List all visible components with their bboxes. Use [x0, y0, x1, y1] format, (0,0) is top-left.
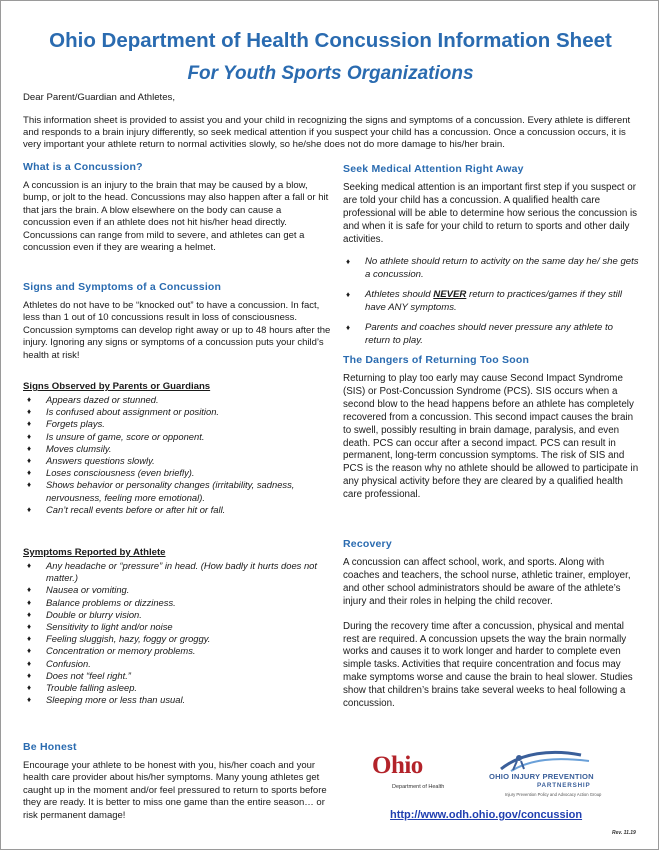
list-item: ♦ Is confused about assignment or position.: [27, 406, 220, 418]
oipp-line1: OHIO INJURY PREVENTION: [489, 772, 594, 781]
odh-concussion-link[interactable]: http://www.odh.ohio.gov/concussion: [390, 809, 583, 821]
diamond-bullet-icon: ♦: [27, 597, 32, 607]
section-signs: [23, 281, 331, 362]
reported-list: [23, 560, 331, 706]
seek-heading: Seek Medical Attention Right Away: [343, 163, 524, 175]
diamond-bullet-icon: ♦: [27, 658, 32, 668]
list-item: ♦ Concentration or memory problems.: [27, 645, 196, 657]
diamond-bullet-icon: ♦: [27, 585, 32, 595]
ohio-logo-dept: Department of Health: [392, 784, 445, 790]
oipp-line2: PARTNERSHIP: [537, 782, 591, 789]
section-recovery: [343, 538, 639, 711]
seek-bullets: [343, 255, 639, 347]
list-item: ♦ Forgets plays.: [27, 418, 105, 430]
observed-heading: Signs Observed by Parents or Guardians: [23, 381, 211, 392]
signs-text: Athletes do not have to be “knocked out” to have a concussion. In fact, less than 1 out of 10 concussions result in loss of consciousness. Concussion symptoms can develop right away or up to 48 hours after the injury. Ignoring any signs or symptoms of a concussion puts your child’s health at risk!: [23, 300, 331, 361]
list-item: ♦ Any headache or “pressure” in head. (How badly it hurts does not matter.): [27, 560, 317, 584]
section-reported: [23, 547, 331, 706]
list-item: ♦ Appears dazed or stunned.: [27, 394, 159, 405]
diamond-bullet-icon: ♦: [27, 561, 32, 570]
diamond-bullet-icon: ♦: [27, 646, 32, 656]
revision-label: Rev. 11.19: [612, 830, 636, 836]
honest-text: Encourage your athlete to be honest with you, his/her coach and your health care provider about his/her symptoms. Many young athletes get caught up in the moment and/or feel pressured to return to sports before they are ready. It is better to miss one game than the entire season… or risk permanent damage!: [23, 760, 327, 821]
recovery-heading: Recovery: [343, 538, 392, 550]
page-title: Ohio Department of Health Concussion Information Sheet: [49, 29, 612, 52]
list-item: ♦ Sensitivity to light and/or noise: [27, 621, 173, 633]
list-item: ♦ Can’t recall events before or after hit or fall.: [27, 503, 226, 515]
diamond-bullet-icon: ♦: [346, 256, 351, 266]
diamond-bullet-icon: ♦: [27, 468, 32, 478]
section-honest: [23, 741, 331, 822]
diamond-bullet-icon: ♦: [27, 407, 32, 417]
never-emphasis: NEVER: [433, 288, 467, 300]
oipp-swoosh-icon: [471, 749, 631, 773]
diamond-bullet-icon: ♦: [27, 395, 32, 404]
list-item: ♦ Shows behavior or personality changes (irritability, sadness, nervousness, feeling more emotional).: [27, 479, 295, 503]
recovery-text-2: During the recovery time after a concussion, physical and mental rest are required. A concussion upsets the way the brain normally works and causes it to work longer and harder to complete even simple tasks. Activities that require concentration and focus may make symptoms worse and cause the brain to heal slower. Studies show that children’s brains take several weeks to heal following a concussion.: [343, 620, 633, 710]
section-observed: [23, 381, 331, 516]
list-item: ♦ Answers questions slowly.: [27, 455, 155, 467]
list-item: ♦ Loses consciousness (even briefly).: [27, 467, 195, 479]
honest-heading: Be Honest: [23, 741, 77, 753]
diamond-bullet-icon: ♦: [27, 504, 32, 514]
ohio-department-of-health-logo: [372, 752, 462, 798]
list-item: ♦ Trouble falling asleep.: [27, 682, 138, 694]
section-seek: [343, 163, 639, 354]
seek-text: Seeking medical attention is an important first step if you suspect or are told your child has a concussion. A qualified health care professional will be able to determine how serious the concussion is and when it is safe for your child to return to sports and other daily activities.: [343, 182, 638, 245]
diamond-bullet-icon: ♦: [27, 609, 32, 619]
diamond-bullet-icon: ♦: [27, 683, 32, 693]
list-item: ♦ No athlete should return to activity on the same day he/ she gets a concussion.: [346, 255, 639, 280]
diamond-bullet-icon: ♦: [27, 634, 32, 644]
page-subtitle: For Youth Sports Organizations: [187, 63, 474, 84]
diamond-bullet-icon: ♦: [27, 431, 32, 441]
recovery-text-1: A concussion can affect school, work, and sports. Along with coaches and teachers, the school nurse, athletic trainer, employer, and other school administrators should be aware of the athlete’s injury and their roles in helping the child recover.: [343, 557, 631, 607]
list-item: ♦ Sleeping more or less than usual.: [27, 694, 186, 706]
diamond-bullet-icon: ♦: [27, 695, 32, 705]
dangers-text: Returning to play too early may cause Second Impact Syndrome (SIS) or Post-Concussion Syndrome (PCS). SIS occurs when a second blow to the head happens before an athlete has completely recovered from a concussion. This second impact causes the brain to swell, possibly resulting in brain damage, paralysis, and even death. PCS can occur after a second impact. PCS can result in permanent, long-term concussion symptoms. The risk of SIS and PCS is the reason why no athlete should be allowed to participate in any physical activity before they are cleared by a qualified health care professional.: [343, 373, 639, 501]
list-item: ♦ Parents and coaches should never pressure any athlete to return to play.: [346, 321, 613, 346]
diamond-bullet-icon: ♦: [27, 419, 32, 429]
oipp-line3: Injury Prevention Policy and Advocacy Action Group: [505, 792, 602, 797]
ohio-injury-prevention-partnership-logo: [471, 749, 631, 801]
what-is-heading: What is a Concussion?: [23, 161, 143, 173]
observed-list: [23, 394, 331, 516]
dangers-heading: The Dangers of Returning Too Soon: [343, 354, 530, 366]
diamond-bullet-icon: ♦: [346, 322, 351, 332]
salutation: Dear Parent/Guardian and Athletes,: [23, 92, 175, 103]
diamond-bullet-icon: ♦: [27, 622, 32, 632]
intro-paragraph: This information sheet is provided to assist you and your child in recognizing the signs and symptoms of a concussion. Every athlete is different and responds to a brain injury differently, so seek medical attention if you suspect your child has a concussion. Once a concussion occurs, it is very important your athlete return to normal activities slowly, so he/she does not do more damage to his/her brain.: [23, 115, 631, 150]
ohio-logo-wordmark: Ohio: [372, 752, 423, 779]
list-item: ♦ Balance problems or dizziness.: [27, 596, 176, 608]
list-item: ♦ Moves clumsily.: [27, 442, 112, 454]
section-what-is: [23, 161, 331, 254]
reported-heading: Symptoms Reported by Athlete: [23, 547, 166, 558]
diamond-bullet-icon: ♦: [27, 480, 32, 490]
list-item: ♦ Athletes should NEVER return to practices/games if they still have ANY symptoms.: [346, 288, 623, 313]
section-dangers: [343, 354, 639, 502]
list-item: ♦ Nausea or vomiting.: [27, 584, 130, 596]
list-item: ♦ Is unsure of game, score or opponent.: [27, 430, 205, 442]
diamond-bullet-icon: ♦: [27, 670, 32, 680]
diamond-bullet-icon: ♦: [27, 443, 32, 453]
list-item: ♦ Does not “feel right.”: [27, 669, 131, 681]
signs-heading: Signs and Symptoms of a Concussion: [23, 281, 222, 293]
what-is-text: A concussion is an injury to the brain that may be caused by a blow, bump, or jolt to the head. Concussions may also happen after a fall or hit that jars the brain. A blow elsewhere on the body can cause a concussion even if an athlete does not hit his/her head directly. Concussions can range from mild to severe, and athletes can get a concussion even if they are wearing a helmet.: [23, 180, 329, 254]
diamond-bullet-icon: ♦: [346, 289, 351, 299]
list-item: ♦ Double or blurry vision.: [27, 608, 142, 620]
list-item: ♦ Confusion.: [27, 657, 91, 669]
diamond-bullet-icon: ♦: [27, 456, 32, 466]
list-item: ♦ Feeling sluggish, hazy, foggy or groggy.: [27, 633, 211, 645]
